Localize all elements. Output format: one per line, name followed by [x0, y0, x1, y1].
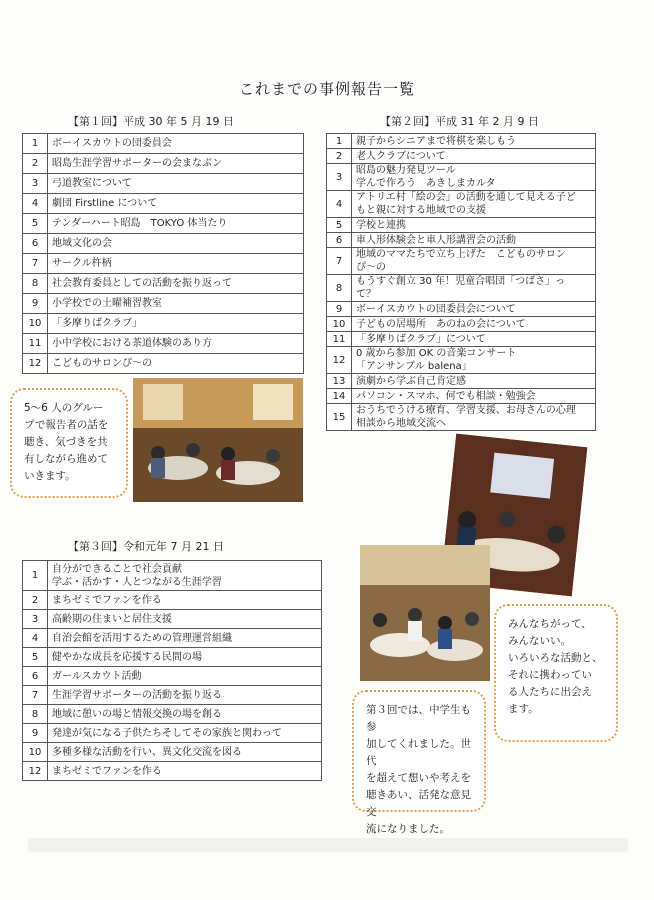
row-text-line: 地域に憩いの場と情報交換の場を創る — [52, 708, 222, 720]
row-text-line: 発達が気になる子供たちそしてその家族と関わって — [52, 727, 282, 739]
row-number: 4 — [23, 629, 48, 648]
row-text — [48, 254, 304, 274]
row-number: 14 — [327, 389, 352, 404]
round2-heading: 【第２回】平成 31 年 2 月 9 日 — [380, 115, 539, 128]
table-row — [23, 743, 322, 762]
row-text — [48, 648, 322, 667]
memo-diversity — [494, 604, 618, 742]
page-title: これまでの事例報告一覧 — [238, 80, 415, 98]
memo-line: る人たちに出会え — [508, 686, 592, 698]
row-text — [352, 191, 596, 218]
table-row — [327, 149, 596, 164]
row-text-line: 自治会館を活用するための管理運営組織 — [52, 632, 232, 644]
row-text-line: 昭島生涯学習サポーターの会まなぶン — [52, 158, 222, 169]
round1-table — [22, 133, 304, 374]
row-text — [352, 218, 596, 233]
row-text — [352, 149, 596, 164]
workshop-photo-1 — [133, 378, 303, 502]
table-row — [23, 214, 304, 234]
table-row — [327, 134, 596, 149]
row-text-line: 生涯学習サポーターの活動を振り返る — [52, 689, 222, 701]
row-number: 4 — [23, 194, 48, 214]
table-row — [327, 302, 596, 317]
memo-line: いろいろな活動と、 — [508, 652, 603, 664]
row-text-line: ボーイスカウトの団委員会について — [356, 303, 516, 315]
row-text-line: 自分ができることで社会貢献 — [52, 563, 182, 575]
row-text — [48, 610, 322, 629]
row-text-line: ぴ～の — [356, 262, 386, 273]
row-number: 12 — [23, 762, 48, 781]
row-text-line: 「多摩りばクラブ」について — [356, 333, 486, 345]
table-row — [23, 686, 322, 705]
row-text — [48, 629, 322, 648]
table-row — [327, 233, 596, 248]
row-text-line: ガールスカウト活動 — [52, 670, 142, 682]
row-number: 7 — [327, 248, 352, 275]
row-text — [352, 374, 596, 389]
row-text — [352, 134, 596, 149]
memo-group-discussion — [10, 388, 128, 498]
row-number: 2 — [23, 591, 48, 610]
memo-line: いきます。 — [24, 470, 76, 482]
row-text-line: もと親に対する地域での支援 — [356, 205, 486, 216]
row-text — [48, 705, 322, 724]
table-row — [327, 332, 596, 347]
row-text — [352, 275, 596, 302]
row-text-line: こどものサロンぴ～の — [52, 358, 152, 369]
memo-line: ます。 — [508, 703, 539, 715]
memo-line: 有しながら進めて — [24, 453, 108, 465]
table-row — [23, 648, 322, 667]
row-text — [48, 134, 304, 154]
memo-line: それに携わってい — [508, 669, 592, 681]
row-text-line: 子どもの居場所 あのねの会について — [356, 318, 526, 330]
memo-line: みんないい。 — [508, 635, 571, 647]
table-row — [23, 724, 322, 743]
table-row — [23, 354, 304, 374]
row-text-line: 弓道教室について — [52, 178, 132, 189]
table-row — [23, 194, 304, 214]
row-text — [48, 762, 322, 781]
row-number: 10 — [327, 317, 352, 332]
row-number: 12 — [23, 354, 48, 374]
row-text — [352, 347, 596, 374]
row-text-line: 高齢期の住まいと居住支援 — [52, 613, 172, 625]
row-number: 11 — [23, 334, 48, 354]
row-number: 10 — [23, 743, 48, 762]
row-text-line: アトリエ村「絵の会」の活動を通して見える子ど — [356, 192, 576, 203]
table-row — [23, 134, 304, 154]
table-row — [23, 274, 304, 294]
row-text-line: 学んで作ろう あきしまカルタ — [356, 178, 496, 189]
round2-table — [326, 133, 596, 431]
row-text — [352, 248, 596, 275]
table-row — [327, 374, 596, 389]
row-text-line: 車人形体験会と車人形講習会の活動 — [356, 234, 516, 246]
memo-line: 聴き、気づきを共 — [24, 436, 108, 448]
row-text-line: 地域のママたちで立ち上げた こどものサロン — [356, 249, 566, 260]
row-text-line: パソコン・スマホ、何でも相談・勉強会 — [356, 390, 536, 402]
memo-line: プで報告者の話を — [24, 419, 109, 431]
row-text — [48, 591, 322, 610]
table-row — [23, 314, 304, 334]
row-text-line: 多種多様な活動を行い、異文化交流を図る — [52, 746, 242, 758]
memo-line: 流になりました。 — [366, 823, 450, 835]
row-text — [48, 561, 322, 591]
memo-line: を超えて想いや考えを — [366, 772, 471, 784]
table-row — [327, 218, 596, 233]
table-row — [327, 191, 596, 218]
row-text-line: 小学校での土曜補習教室 — [52, 298, 162, 309]
row-number: 1 — [23, 561, 48, 591]
table-row — [23, 334, 304, 354]
row-number: 11 — [327, 332, 352, 347]
row-text — [48, 724, 322, 743]
row-number: 6 — [23, 234, 48, 254]
row-number: 8 — [23, 705, 48, 724]
table-row — [23, 174, 304, 194]
row-text-line: 親子からシニアまで将棋を楽しもう — [356, 135, 516, 147]
row-text — [352, 233, 596, 248]
row-text — [352, 302, 596, 317]
row-text-line: テンダーハート昭島 TOKYO 体当たり — [52, 218, 228, 229]
row-text — [48, 154, 304, 174]
table-row — [23, 762, 322, 781]
table-row — [23, 591, 322, 610]
row-number: 2 — [327, 149, 352, 164]
row-text-line: て？ — [356, 289, 376, 300]
row-text — [48, 354, 304, 374]
faint-bleed-through — [28, 838, 628, 852]
row-text-line: 健やかな成長を応援する民間の場 — [52, 651, 202, 663]
row-text-line: ボーイスカウトの団委員会 — [52, 138, 172, 149]
table-row — [23, 610, 322, 629]
row-text-line: 劇団 Firstline について — [52, 198, 158, 209]
round3-heading: 【第３回】令和元年 7 月 21 日 — [68, 540, 224, 553]
table-row — [23, 154, 304, 174]
workshop-photo-3 — [360, 545, 490, 681]
row-text — [48, 314, 304, 334]
row-number: 5 — [23, 648, 48, 667]
table-row — [327, 347, 596, 374]
row-number: 5 — [327, 218, 352, 233]
row-text — [352, 389, 596, 404]
round1-heading: 【第１回】平成 30 年 5 月 19 日 — [68, 115, 234, 128]
round3-table — [22, 560, 322, 781]
row-text — [48, 194, 304, 214]
row-number: 9 — [23, 294, 48, 314]
row-text-line: サークル杵柄 — [52, 258, 112, 269]
row-text — [48, 686, 322, 705]
table-row — [327, 317, 596, 332]
table-row — [23, 254, 304, 274]
row-number: 4 — [327, 191, 352, 218]
row-text — [352, 317, 596, 332]
table-row — [327, 248, 596, 275]
row-text — [48, 174, 304, 194]
row-text-line: 0 歳から参加 OK の音楽コンサート — [356, 348, 517, 359]
row-number: 3 — [23, 174, 48, 194]
row-number: 1 — [327, 134, 352, 149]
row-text — [352, 404, 596, 431]
table-row — [23, 629, 322, 648]
table-row — [327, 275, 596, 302]
row-text-line: もうすぐ創立 30 年！児童合唱団「つばさ」っ — [356, 276, 566, 287]
row-number: 3 — [327, 164, 352, 191]
table-row — [23, 667, 322, 686]
table-row — [327, 389, 596, 404]
row-text-line: 相談から地域交流へ — [356, 418, 446, 429]
row-text-line: 「アンサンブル balena」 — [356, 361, 472, 372]
row-number: 6 — [327, 233, 352, 248]
row-number: 12 — [327, 347, 352, 374]
row-text — [352, 332, 596, 347]
row-number: 13 — [327, 374, 352, 389]
table-row — [327, 404, 596, 431]
row-text-line: 「多摩りばクラブ」 — [52, 318, 142, 329]
row-text-line: 社会教育委員としての活動を振り返って — [52, 278, 232, 289]
table-row — [23, 294, 304, 314]
row-text-line: 演劇から学ぶ自己肯定感 — [356, 375, 466, 387]
row-text — [352, 164, 596, 191]
table-row — [23, 705, 322, 724]
row-text — [48, 667, 322, 686]
row-number: 10 — [23, 314, 48, 334]
row-text — [48, 743, 322, 762]
row-text — [48, 274, 304, 294]
row-text-line: 小中学校における茶道体験のあり方 — [52, 338, 212, 349]
row-text — [48, 234, 304, 254]
memo-line: 加してくれました。世代 — [366, 738, 471, 767]
row-number: 6 — [23, 667, 48, 686]
row-number: 3 — [23, 610, 48, 629]
row-text-line: 老人クラブについて — [356, 150, 446, 162]
row-text-line: 昭島の魅力発見ツール — [356, 165, 456, 176]
memo-line: 聴きあい、活発な意見交 — [366, 789, 471, 818]
row-text-line: 地域文化の会 — [52, 238, 112, 249]
row-text — [48, 294, 304, 314]
memo-third-session — [352, 690, 486, 835]
row-number: 1 — [23, 134, 48, 154]
row-number: 2 — [23, 154, 48, 174]
row-text-line: 学校と連携 — [356, 219, 406, 231]
row-number: 8 — [23, 274, 48, 294]
row-text-line: 学ぶ・活かす・人とつながる生涯学習 — [52, 576, 222, 588]
row-number: 15 — [327, 404, 352, 431]
row-number: 9 — [23, 724, 48, 743]
memo-line: 5～6 人のグルー — [24, 402, 104, 414]
row-number: 8 — [327, 275, 352, 302]
table-row — [23, 561, 322, 591]
table-row — [23, 234, 304, 254]
table-row — [327, 164, 596, 191]
row-text-line: まちゼミでファンを作る — [52, 765, 162, 777]
memo-line: みんなちがって、 — [508, 618, 592, 630]
row-text — [48, 214, 304, 234]
row-number: 7 — [23, 686, 48, 705]
row-number: 7 — [23, 254, 48, 274]
row-text-line: まちゼミでファンを作る — [52, 594, 162, 606]
row-number: 5 — [23, 214, 48, 234]
row-number: 9 — [327, 302, 352, 317]
row-text — [48, 334, 304, 354]
memo-line: 第３回では、中学生も参 — [366, 704, 471, 733]
row-text-line: おうちでうける療育、学習支援、お母さんの心理 — [356, 405, 576, 416]
